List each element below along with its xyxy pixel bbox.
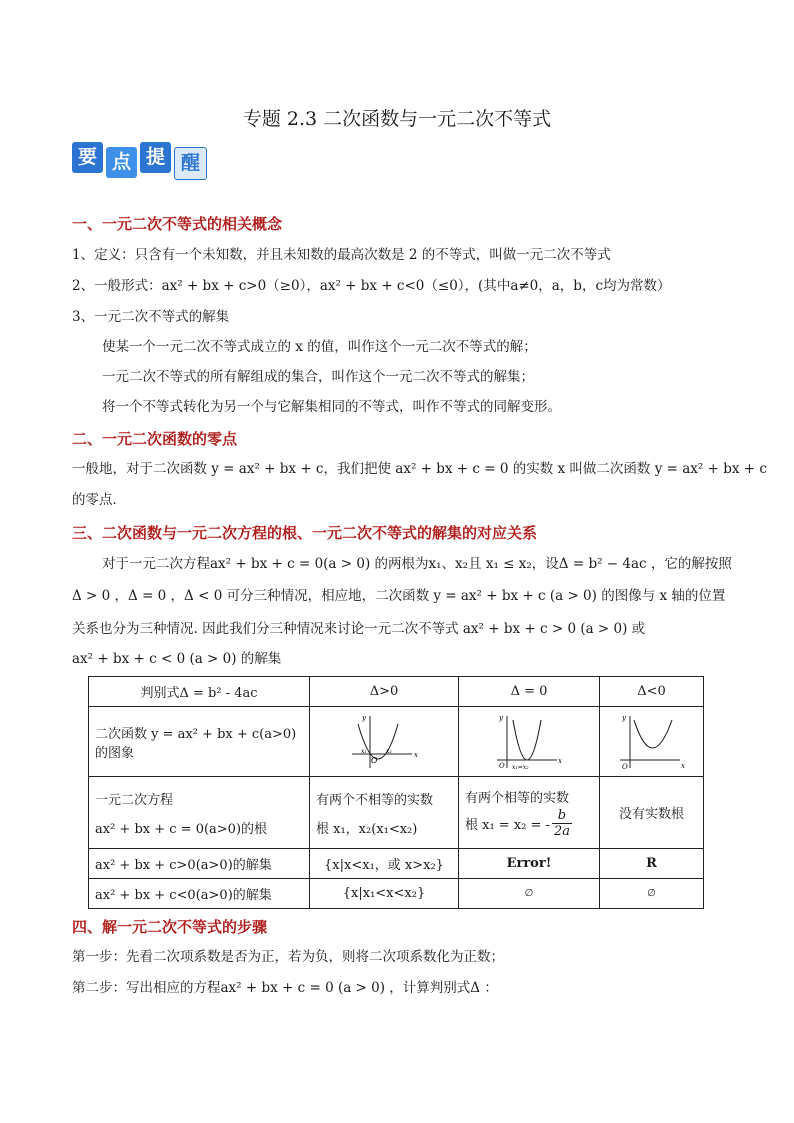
s4-step-1: 第一步：先看二次项系数是否为正，若为负，则将二次项系数化为正数； [72,949,504,965]
page-title: 专题 2.3 二次函数与一元二次不等式 [242,108,552,130]
lt-equal-roots-solution: ∅ [459,879,600,909]
graph-two-roots-cell [310,707,459,777]
fraction-numerator: b [557,807,567,823]
graph1-origin-label: O [371,755,378,765]
graph-one-root-cell [459,707,600,777]
equal-roots-text-1: 有两个相等的实数 [465,790,570,806]
table-row-less [89,879,704,909]
header-delta-zero: Δ = 0 [459,677,600,707]
correspondence-table [88,676,704,909]
graph2-x-label: x [558,756,562,765]
s1-definition: 1、定义：只含有一个未知数，并且未知数的最高次数是 2 的不等式，叫做一元二次不等式 [72,247,611,263]
header-delta-negative: Δ<0 [600,677,704,707]
parabola-one-root-graph [493,712,565,772]
badge-char-3: 提 [140,142,171,173]
graph-row-label: 二次函数 y = ax² + bx + c(a>0)的图象 [89,707,310,777]
gt-no-roots-solution: R [600,849,704,879]
equation-label-line1: 一元二次方程 [95,792,174,808]
s3-para-2: Δ > 0 ，Δ = 0 ，Δ < 0 可分三种情况，相应地，二次函数 y = ax² + bx + c (a > 0) 的图像与 x 轴的位置 [72,588,726,604]
equation-label-line2: ax² + bx + c = 0(a>0)的根 [95,821,268,837]
graph1-x2-label: x₂ [386,747,392,755]
section-1-heading: 一、一元二次不等式的相关概念 [72,215,283,233]
equal-roots-cell [459,777,600,849]
section-2-heading: 二、一元二次函数的零点 [72,430,238,448]
table-header-row [89,677,704,707]
fraction-b-over-2a [552,808,572,839]
table-row-greater [89,849,704,879]
lt-row-label: ax² + bx + c<0(a>0)的解集 [89,879,310,909]
graph1-y-label: y [362,713,366,722]
two-roots-text-1: 有两个不相等的实数 [316,792,434,808]
s3-para-4: ax² + bx + c < 0 (a > 0) 的解集 [72,651,282,667]
gt-row-label: ax² + bx + c>0(a>0)的解集 [89,849,310,879]
graph2-origin-label: O [499,761,505,770]
lt-no-roots-solution: ∅ [600,879,704,909]
badge-char-1: 要 [72,142,103,173]
graph1-x1-label: x₁ [361,747,367,755]
s1-solution-def: 使某一个一元二次不等式成立的 x 的值，叫作这个一元二次不等式的解； [102,339,537,355]
graph3-x-label: x [680,761,685,770]
header-delta-positive: Δ>0 [310,677,459,707]
key-points-badge [72,142,207,180]
s1-solution-set-title: 3、一元二次不等式的解集 [72,309,230,325]
s1-general-form: 2、一般形式：ax² + bx + c>0（≥0），ax² + bx + c<0（≤0），(其中a≠0，a，b，c均为常数） [72,278,671,294]
badge-char-2: 点 [106,147,137,178]
section-4-heading: 四、解一元二次不等式的步骤 [72,918,268,936]
gt-equal-roots-solution: Error! [459,849,600,879]
s4-step-2: 第二步：写出相应的方程ax² + bx + c = 0 (a > 0) ，计算判别式Δ ： [72,980,498,996]
no-real-roots-cell: 没有实数根 [600,777,704,849]
gt-two-roots-solution: {x|x<x₁，或 x>x₂} [310,849,459,879]
lt-two-roots-solution: {x|x₁<x<x₂} [310,879,459,909]
parabola-two-roots-graph [348,712,420,772]
table-row-equation [89,777,704,849]
section-3-heading: 三、二次函数与一元二次方程的根、一元二次不等式的解集的对应关系 [72,524,538,542]
two-roots-text-2: 根 x₁，x₂(x₁<x₂) [316,821,418,837]
s1-equivalent-transform: 将一个不等式转化为另一个与它解集相同的不等式，叫作不等式的同解变形。 [102,399,561,415]
equation-row-label [89,777,310,849]
fraction-denominator: 2a [553,823,570,839]
graph1-x-label: x [414,750,418,759]
s3-para-3: 关系也分为三种情况. 因此我们分三种情况来讨论一元二次不等式 ax² + bx + c > 0 (a > 0) 或 [72,621,646,637]
header-discriminant: 判别式Δ = b² - 4ac [89,677,310,707]
graph3-origin-label: O [621,762,628,771]
graph2-y-label: y [499,713,503,722]
badge-char-4: 醒 [174,147,207,180]
graph-no-root-cell [600,707,704,777]
s2-zero-def: 一般地，对于二次函数 y = ax² + bx + c，我们把使 ax² + bx + c = 0 的实数 x 叫做二次函数 y = ax² + bx + c [72,461,767,477]
s1-solution-set-def: 一元二次不等式的所有解组成的集合，叫作这个一元二次不等式的解集； [102,369,534,385]
table-row-graph [89,707,704,777]
two-distinct-roots-cell [310,777,459,849]
equal-roots-text-2: 根 x₁ = x₂ = - [465,817,550,833]
parabola-no-root-graph [616,712,688,772]
s3-para-1: 对于一元二次方程ax² + bx + c = 0(a > 0) 的两根为x₁、x₂且 x₁ ≤ x₂，设Δ = b² − 4ac ，它的解按照 [102,556,732,572]
graph2-x12-label: x₁=x₂ [512,763,529,771]
s2-zero-def-end: 的零点． [72,492,126,508]
graph3-y-label: y [621,713,626,722]
